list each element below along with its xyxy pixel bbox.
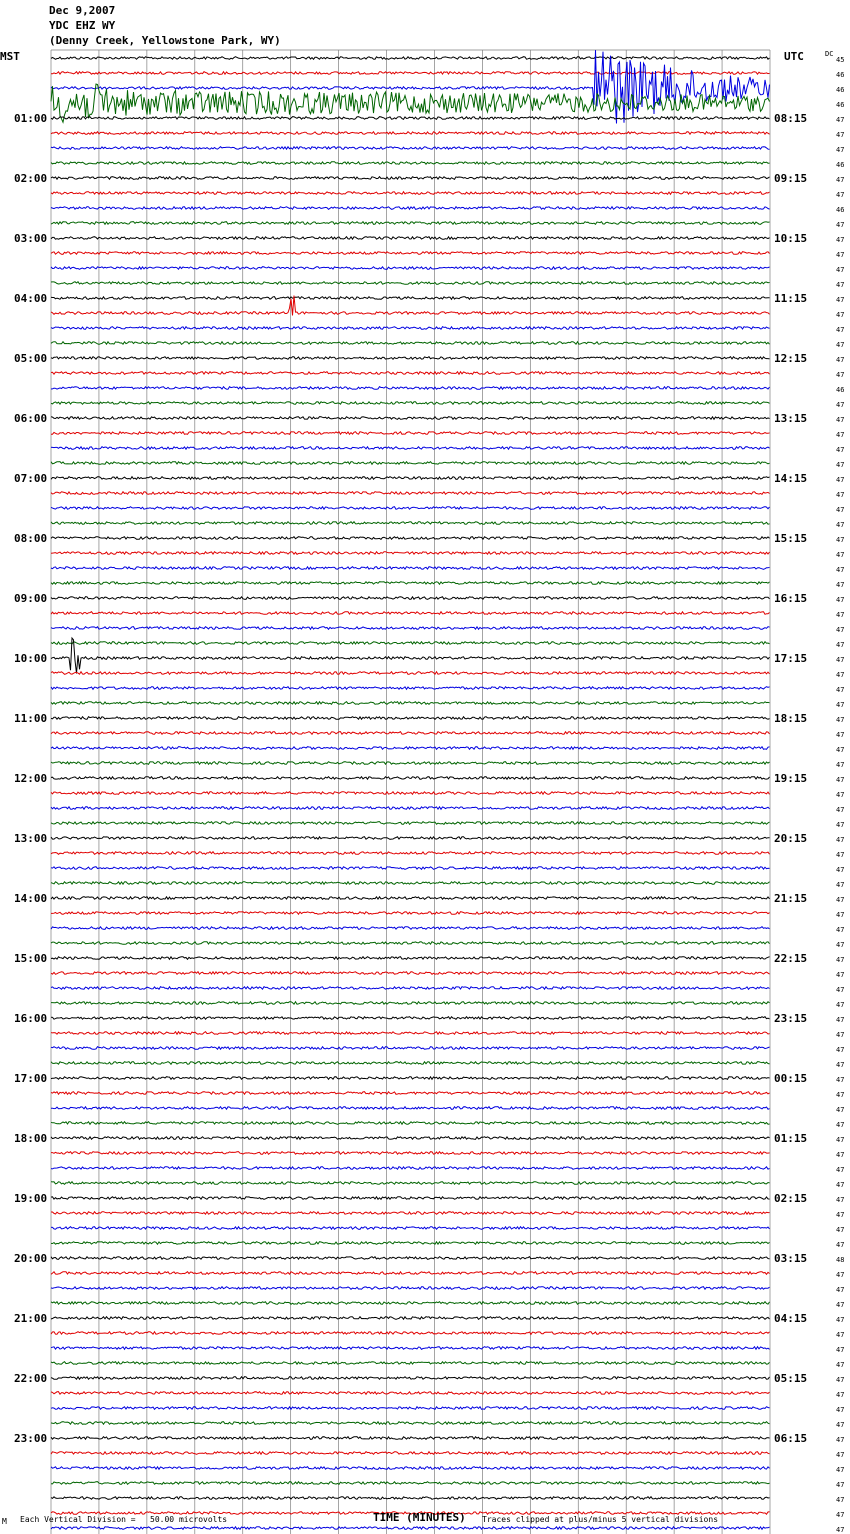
trace-row-45: [51, 732, 770, 735]
trace-row-70: [51, 1107, 770, 1110]
dc-header-label: DC: [825, 50, 834, 58]
trace-row-27: [51, 462, 770, 465]
trace-row-22: [51, 387, 770, 390]
right-hour-label: 14:15: [774, 472, 808, 485]
trace-row-69: [51, 1092, 770, 1095]
trace-row-18: [51, 327, 770, 330]
dc-offset-label: 47: [836, 806, 845, 814]
trace-row-8: [51, 177, 770, 180]
trace-row-42: [51, 687, 770, 690]
trace-row-43: [51, 702, 770, 705]
trace-row-92: [51, 1437, 770, 1440]
left-hour-label: 03:00: [14, 232, 48, 245]
dc-offset-label: 47: [836, 641, 845, 649]
x-axis-title: TIME (MINUTES): [373, 1511, 466, 1524]
trace-row-80: [51, 1257, 770, 1260]
trace-row-88: [51, 1377, 770, 1380]
left-hour-label: 05:00: [14, 352, 48, 365]
right-hour-label: 19:15: [774, 772, 808, 785]
trace-row-59: [51, 942, 770, 945]
dc-offset-label: 47: [836, 656, 845, 664]
dc-offset-label: 47: [836, 851, 845, 859]
dc-offset-label: 47: [836, 521, 845, 529]
dc-offset-label: 47: [836, 1286, 845, 1294]
dc-offset-label: 47: [836, 701, 845, 709]
dc-offset-label: 47: [836, 266, 845, 274]
dc-offset-label: 47: [836, 926, 845, 934]
trace-row-5: [51, 132, 770, 135]
right-hour-label: 00:15: [774, 1072, 808, 1085]
trace-row-53: [51, 852, 770, 855]
trace-row-55: [51, 882, 770, 885]
dc-offset-label: 47: [836, 221, 845, 229]
dc-offset-label: 46: [836, 71, 845, 79]
dc-offset-label: 47: [836, 251, 845, 259]
trace-row-74: [51, 1167, 770, 1170]
trace-row-91: [51, 1422, 770, 1425]
dc-offset-label: 47: [836, 461, 845, 469]
trace-row-36: [51, 597, 770, 600]
dc-offset-label: 47: [836, 1091, 845, 1099]
dc-offset-label: 47: [836, 881, 845, 889]
left-hour-label: 01:00: [14, 112, 48, 125]
dc-offset-label: 47: [836, 1436, 845, 1444]
trace-row-14: [51, 267, 770, 270]
trace-row-1: [51, 72, 770, 75]
header-location: (Denny Creek, Yellowstone Park, WY): [49, 34, 281, 47]
trace-row-66: [51, 1047, 770, 1050]
dc-offset-label: 47: [836, 1151, 845, 1159]
dc-offset-label: 47: [836, 1226, 845, 1234]
trace-row-84: [51, 1317, 770, 1320]
dc-offset-label: 47: [836, 716, 845, 724]
left-hour-label: 06:00: [14, 412, 48, 425]
dc-offset-label: 47: [836, 1271, 845, 1279]
trace-row-2: [51, 50, 770, 123]
dc-offset-label: 46: [836, 101, 845, 109]
dc-offset-label: 47: [836, 626, 845, 634]
trace-row-24: [51, 417, 770, 420]
trace-row-11: [51, 222, 770, 225]
dc-offset-label: 47: [836, 866, 845, 874]
trace-row-64: [51, 1017, 770, 1020]
trace-row-93: [51, 1452, 770, 1455]
trace-row-28: [51, 477, 770, 480]
trace-row-30: [51, 507, 770, 510]
trace-row-38: [51, 627, 770, 630]
trace-row-26: [51, 447, 770, 450]
dc-offset-label: 47: [836, 1406, 845, 1414]
right-hour-label: 22:15: [774, 952, 808, 965]
dc-offset-label: 47: [836, 236, 845, 244]
trace-group: [51, 50, 770, 1534]
dc-offset-label: 47: [836, 776, 845, 784]
trace-row-13: [51, 252, 770, 255]
dc-offset-label: 47: [836, 311, 845, 319]
dc-offset-label: 47: [836, 1301, 845, 1309]
right-hour-label: 03:15: [774, 1252, 808, 1265]
left-hour-label: 10:00: [14, 652, 48, 665]
left-hour-label: 11:00: [14, 712, 48, 725]
trace-row-78: [51, 1227, 770, 1230]
trace-row-10: [51, 207, 770, 210]
dc-offset-label: 47: [836, 1211, 845, 1219]
trace-row-68: [51, 1077, 770, 1080]
right-hour-label: 18:15: [774, 712, 808, 725]
trace-row-94: [51, 1467, 770, 1470]
dc-offset-label: 47: [836, 1136, 845, 1144]
dc-offset-label: 47: [836, 1481, 845, 1489]
trace-row-20: [51, 357, 770, 360]
left-hour-label: 16:00: [14, 1012, 48, 1025]
trace-row-95: [51, 1482, 770, 1485]
right-hour-label: 17:15: [774, 652, 808, 665]
dc-offset-label: 47: [836, 536, 845, 544]
trace-row-54: [51, 867, 770, 870]
left-hour-label: 15:00: [14, 952, 48, 965]
dc-offset-label: 47: [836, 431, 845, 439]
right-timezone-label: UTC: [784, 50, 804, 63]
trace-row-51: [51, 822, 770, 825]
dc-offset-label: 47: [836, 611, 845, 619]
trace-row-12: [51, 237, 770, 240]
left-hour-label: 21:00: [14, 1312, 48, 1325]
trace-row-0: [51, 57, 770, 60]
trace-row-35: [51, 582, 770, 585]
dc-offset-label: 47: [836, 986, 845, 994]
trace-row-16: [51, 297, 770, 300]
corner-mark: M: [2, 1517, 7, 1526]
dc-offset-label: 47: [836, 506, 845, 514]
right-hour-label: 05:15: [774, 1372, 808, 1385]
trace-row-32: [51, 537, 770, 540]
trace-row-72: [51, 1137, 770, 1140]
right-hour-label: 15:15: [774, 532, 808, 545]
dc-offset-label: 47: [836, 1496, 845, 1504]
dc-offset-label: 47: [836, 1061, 845, 1069]
trace-row-86: [51, 1347, 770, 1350]
right-hour-label: 04:15: [774, 1312, 808, 1325]
dc-offset-label: 47: [836, 1121, 845, 1129]
dc-offset-label: 45: [836, 56, 845, 64]
dc-offset-label: 47: [836, 176, 845, 184]
trace-row-6: [51, 147, 770, 150]
trace-row-37: [51, 612, 770, 615]
trace-row-56: [51, 897, 770, 900]
dc-offset-label: 47: [836, 1376, 845, 1384]
trace-row-98: [51, 1527, 770, 1530]
trace-row-75: [51, 1182, 770, 1185]
dc-offset-label: 47: [836, 1316, 845, 1324]
trace-row-39: [51, 642, 770, 645]
trace-row-29: [51, 492, 770, 495]
left-hour-label: 09:00: [14, 592, 48, 605]
dc-offset-label: 47: [836, 1166, 845, 1174]
dc-offset-label: 47: [836, 1421, 845, 1429]
left-hour-label: 14:00: [14, 892, 48, 905]
left-hour-label: 22:00: [14, 1372, 48, 1385]
right-hour-label: 20:15: [774, 832, 808, 845]
dc-offset-label: 47: [836, 146, 845, 154]
trace-row-96: [51, 1497, 770, 1500]
dc-offset-label: 47: [836, 1241, 845, 1249]
dc-offset-label: 47: [836, 671, 845, 679]
trace-row-63: [51, 1002, 770, 1005]
clip-note: Traces clipped at plus/minus 5 vertical divisions: [482, 1515, 719, 1524]
right-hour-label: 12:15: [774, 352, 808, 365]
dc-offset-label: 47: [836, 896, 845, 904]
dc-offset-label: 47: [836, 1031, 845, 1039]
trace-row-25: [51, 432, 770, 435]
trace-row-41: [51, 672, 770, 675]
trace-row-19: [51, 342, 770, 345]
dc-offset-label: 48: [836, 1256, 845, 1264]
dc-offset-label: 47: [836, 1046, 845, 1054]
right-hour-label: 01:15: [774, 1132, 808, 1145]
dc-offset-label: 47: [836, 971, 845, 979]
dc-offset-label: 47: [836, 1106, 845, 1114]
left-hour-label: 20:00: [14, 1252, 48, 1265]
plot-grid: [51, 50, 770, 1534]
left-timezone-label: MST: [0, 50, 20, 63]
dc-offset-label: 46: [836, 386, 845, 394]
dc-offset-label: 47: [836, 596, 845, 604]
dc-offset-label: 47: [836, 1346, 845, 1354]
trace-row-58: [51, 927, 770, 930]
trace-row-87: [51, 1362, 770, 1365]
left-hour-label: 08:00: [14, 532, 48, 545]
dc-offset-label: 47: [836, 911, 845, 919]
trace-row-76: [51, 1197, 770, 1200]
dc-offset-label: 46: [836, 86, 845, 94]
trace-row-57: [51, 912, 770, 915]
dc-offset-label: 47: [836, 791, 845, 799]
trace-row-48: [51, 777, 770, 780]
dc-offset-label: 47: [836, 1076, 845, 1084]
trace-row-83: [51, 1302, 770, 1305]
right-hour-label: 23:15: [774, 1012, 808, 1025]
trace-row-77: [51, 1212, 770, 1215]
dc-offset-label: 47: [836, 1361, 845, 1369]
right-hour-label: 13:15: [774, 412, 808, 425]
left-hour-label: 18:00: [14, 1132, 48, 1145]
header-date: Dec 9,2007: [49, 4, 116, 17]
trace-row-79: [51, 1242, 770, 1245]
trace-row-21: [51, 372, 770, 375]
trace-row-52: [51, 837, 770, 840]
dc-offset-label: 47: [836, 341, 845, 349]
dc-offset-label: 47: [836, 356, 845, 364]
trace-row-50: [51, 807, 770, 810]
dc-offset-label: 47: [836, 326, 845, 334]
dc-offset-label: 47: [836, 1331, 845, 1339]
dc-offset-label: 47: [836, 746, 845, 754]
trace-row-44: [51, 717, 770, 720]
right-hour-label: 09:15: [774, 172, 808, 185]
trace-row-89: [51, 1392, 770, 1395]
right-hour-label: 02:15: [774, 1192, 808, 1205]
left-hour-label: 13:00: [14, 832, 48, 845]
dc-offset-label: 47: [836, 1196, 845, 1204]
trace-row-47: [51, 762, 770, 765]
scale-note: Each Vertical Division = 50.00 microvolts: [20, 1515, 228, 1524]
right-hour-label: 10:15: [774, 232, 808, 245]
dc-offset-label: 47: [836, 1451, 845, 1459]
right-hour-label: 11:15: [774, 292, 808, 305]
dc-offset-label: 47: [836, 581, 845, 589]
left-hour-label: 17:00: [14, 1072, 48, 1085]
dc-offset-label: 47: [836, 836, 845, 844]
dc-offset-label: 47: [836, 941, 845, 949]
header-station: YDC EHZ WY: [49, 19, 116, 32]
right-hour-label: 16:15: [774, 592, 808, 605]
trace-row-81: [51, 1272, 770, 1275]
dc-offset-label: 47: [836, 131, 845, 139]
dc-offset-label: 47: [836, 491, 845, 499]
trace-row-9: [51, 192, 770, 195]
trace-row-4: [51, 117, 770, 120]
dc-offset-label: 47: [836, 476, 845, 484]
trace-row-71: [51, 1122, 770, 1125]
trace-row-65: [51, 1032, 770, 1035]
left-hour-label: 23:00: [14, 1432, 48, 1445]
dc-offset-label: 47: [836, 1526, 845, 1534]
trace-row-90: [51, 1407, 770, 1410]
dc-offset-label: 47: [836, 551, 845, 559]
dc-offset-label: 47: [836, 956, 845, 964]
dc-offset-label: 46: [836, 161, 845, 169]
trace-row-46: [51, 747, 770, 750]
dc-offset-label: 47: [836, 1466, 845, 1474]
right-hour-label: 08:15: [774, 112, 808, 125]
left-hour-label: 19:00: [14, 1192, 48, 1205]
trace-row-7: [51, 162, 770, 165]
dc-offset-label: 47: [836, 1001, 845, 1009]
dc-offset-label: 47: [836, 1016, 845, 1024]
trace-row-82: [51, 1287, 770, 1290]
left-hour-label: 12:00: [14, 772, 48, 785]
right-hour-label: 21:15: [774, 892, 808, 905]
left-hour-label: 02:00: [14, 172, 48, 185]
trace-row-34: [51, 567, 770, 570]
dc-offset-label: 47: [836, 416, 845, 424]
dc-offset-label: 47: [836, 116, 845, 124]
dc-offset-label: 47: [836, 296, 845, 304]
trace-row-31: [51, 522, 770, 525]
trace-row-62: [51, 987, 770, 990]
dc-offset-label: 47: [836, 401, 845, 409]
dc-offset-label: 47: [836, 1391, 845, 1399]
trace-row-15: [51, 282, 770, 285]
dc-offset-label: 47: [836, 761, 845, 769]
left-hour-label: 07:00: [14, 472, 48, 485]
trace-row-49: [51, 792, 770, 795]
dc-offset-label: 47: [836, 686, 845, 694]
dc-offset-label: 47: [836, 1181, 845, 1189]
trace-row-23: [51, 402, 770, 405]
dc-offset-label: 47: [836, 446, 845, 454]
dc-offset-label: 47: [836, 566, 845, 574]
trace-row-60: [51, 957, 770, 960]
trace-row-73: [51, 1152, 770, 1155]
dc-offset-label: 47: [836, 281, 845, 289]
dc-offset-label: 47: [836, 731, 845, 739]
trace-row-33: [51, 552, 770, 555]
dc-offset-label: 47: [836, 191, 845, 199]
dc-offset-label: 47: [836, 821, 845, 829]
dc-offset-label: 47: [836, 371, 845, 379]
dc-offset-label: 47: [836, 1511, 845, 1519]
left-hour-label: 04:00: [14, 292, 48, 305]
trace-row-67: [51, 1062, 770, 1065]
trace-row-61: [51, 972, 770, 975]
dc-offset-label: 46: [836, 206, 845, 214]
trace-row-85: [51, 1332, 770, 1335]
right-hour-label: 06:15: [774, 1432, 808, 1445]
